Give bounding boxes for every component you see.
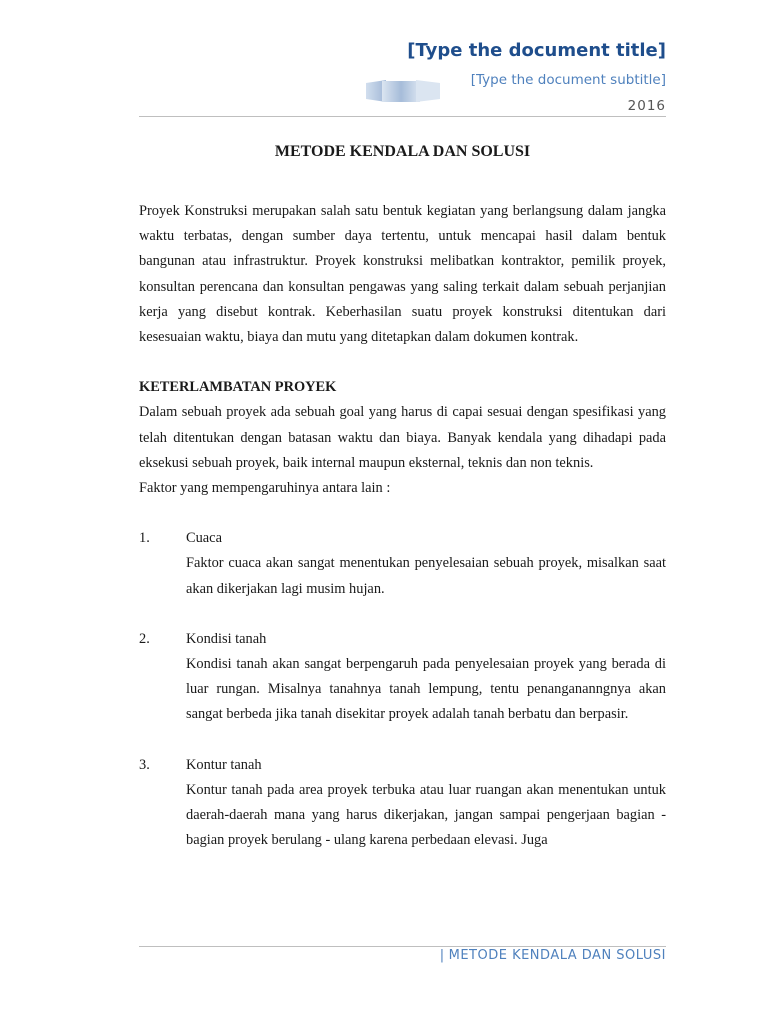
document-title[interactable]: [Type the document title] (407, 40, 666, 61)
footer-separator: | (439, 948, 445, 963)
intro-paragraph: Proyek Konstruksi merupakan salah satu bentuk kegiatan yang berlangsung dalam jangka waktu terbatas, dengan sumber daya tertentu, untuk mencapai hasil dalam bentuk bangunan atau infrastruktur. Proyek konstruksi melibatkan kontraktor, pemilik proyek, konsultan perencana dan konsultan pengawas yang saling terkait dalam sebuah perjanjian kerja yang disebut kontrak. Keberhasilan suatu proyek konstruksi ditentukan dari kesesuaian waktu, biaya dan mutu yang ditetapkan dalam dokumen kontrak. (139, 203, 666, 346)
list-item-number: 2. (139, 630, 150, 647)
spacer (139, 602, 666, 627)
list-item (139, 753, 666, 854)
spacer (139, 728, 666, 753)
spacer (139, 350, 666, 375)
list-item-title: Kontur tanah (186, 756, 262, 773)
list-item (139, 526, 666, 602)
list-item-number: 3. (139, 756, 150, 773)
footer-title: METODE KENDALA DAN SOLUSI (448, 948, 666, 963)
list-item (139, 627, 666, 728)
list-item-number: 1. (139, 530, 150, 547)
main-heading: METODE KENDALA DAN SOLUSI (274, 143, 531, 160)
section-paragraph: Dalam sebuah proyek ada sebuah goal yang harus di capai sesuai dengan spesifikasi yang telah ditentukan dengan batasan waktu dan biaya. Banyak kendala yang dihadapi pada eksekusi sebuah proyek, baik internal maupun eksternal, teknis dan non teknis. (139, 404, 666, 471)
document-year[interactable]: 2016 (627, 98, 666, 114)
header-ribbon-graphic (364, 78, 442, 104)
list-item-title: Kondisi tanah (186, 630, 267, 647)
list-item-title: Cuaca (186, 530, 222, 547)
list-item-description: Faktor cuaca akan sangat menentukan penyelesaian sebuah proyek, misalkan saat akan dikerjakan lagi musim hujan. (186, 555, 666, 597)
footer (440, 948, 666, 963)
factors-intro: Faktor yang mempengaruhinya antara lain : (139, 480, 391, 497)
list-item-description: Kondisi tanah akan sangat berpengaruh pada penyelesaian proyek yang berada di luar rungan. Misalnya tanahnya tanah lempung, tentu penangananngnya akan sangat berbeda jika tanah disekitar proyek adalah tanah berbatu dan berpasir. (186, 656, 666, 723)
document-body[interactable] (139, 138, 666, 853)
footer-divider (139, 946, 666, 947)
spacer (139, 501, 666, 526)
list-item-description: Kontur tanah pada area proyek terbuka atau luar ruangan akan menentukan untuk daerah-daerah mana yang harus dikerjakan, jangan sampai pengerjaan bagian - bagian proyek berulang - ulang karena perbedaan elevasi. Juga (186, 781, 666, 849)
section-heading: KETERLAMBATAN PROYEK (139, 379, 337, 396)
header-divider (139, 116, 666, 117)
document-subtitle[interactable]: [Type the document subtitle] (470, 72, 666, 88)
factor-list (139, 526, 666, 853)
